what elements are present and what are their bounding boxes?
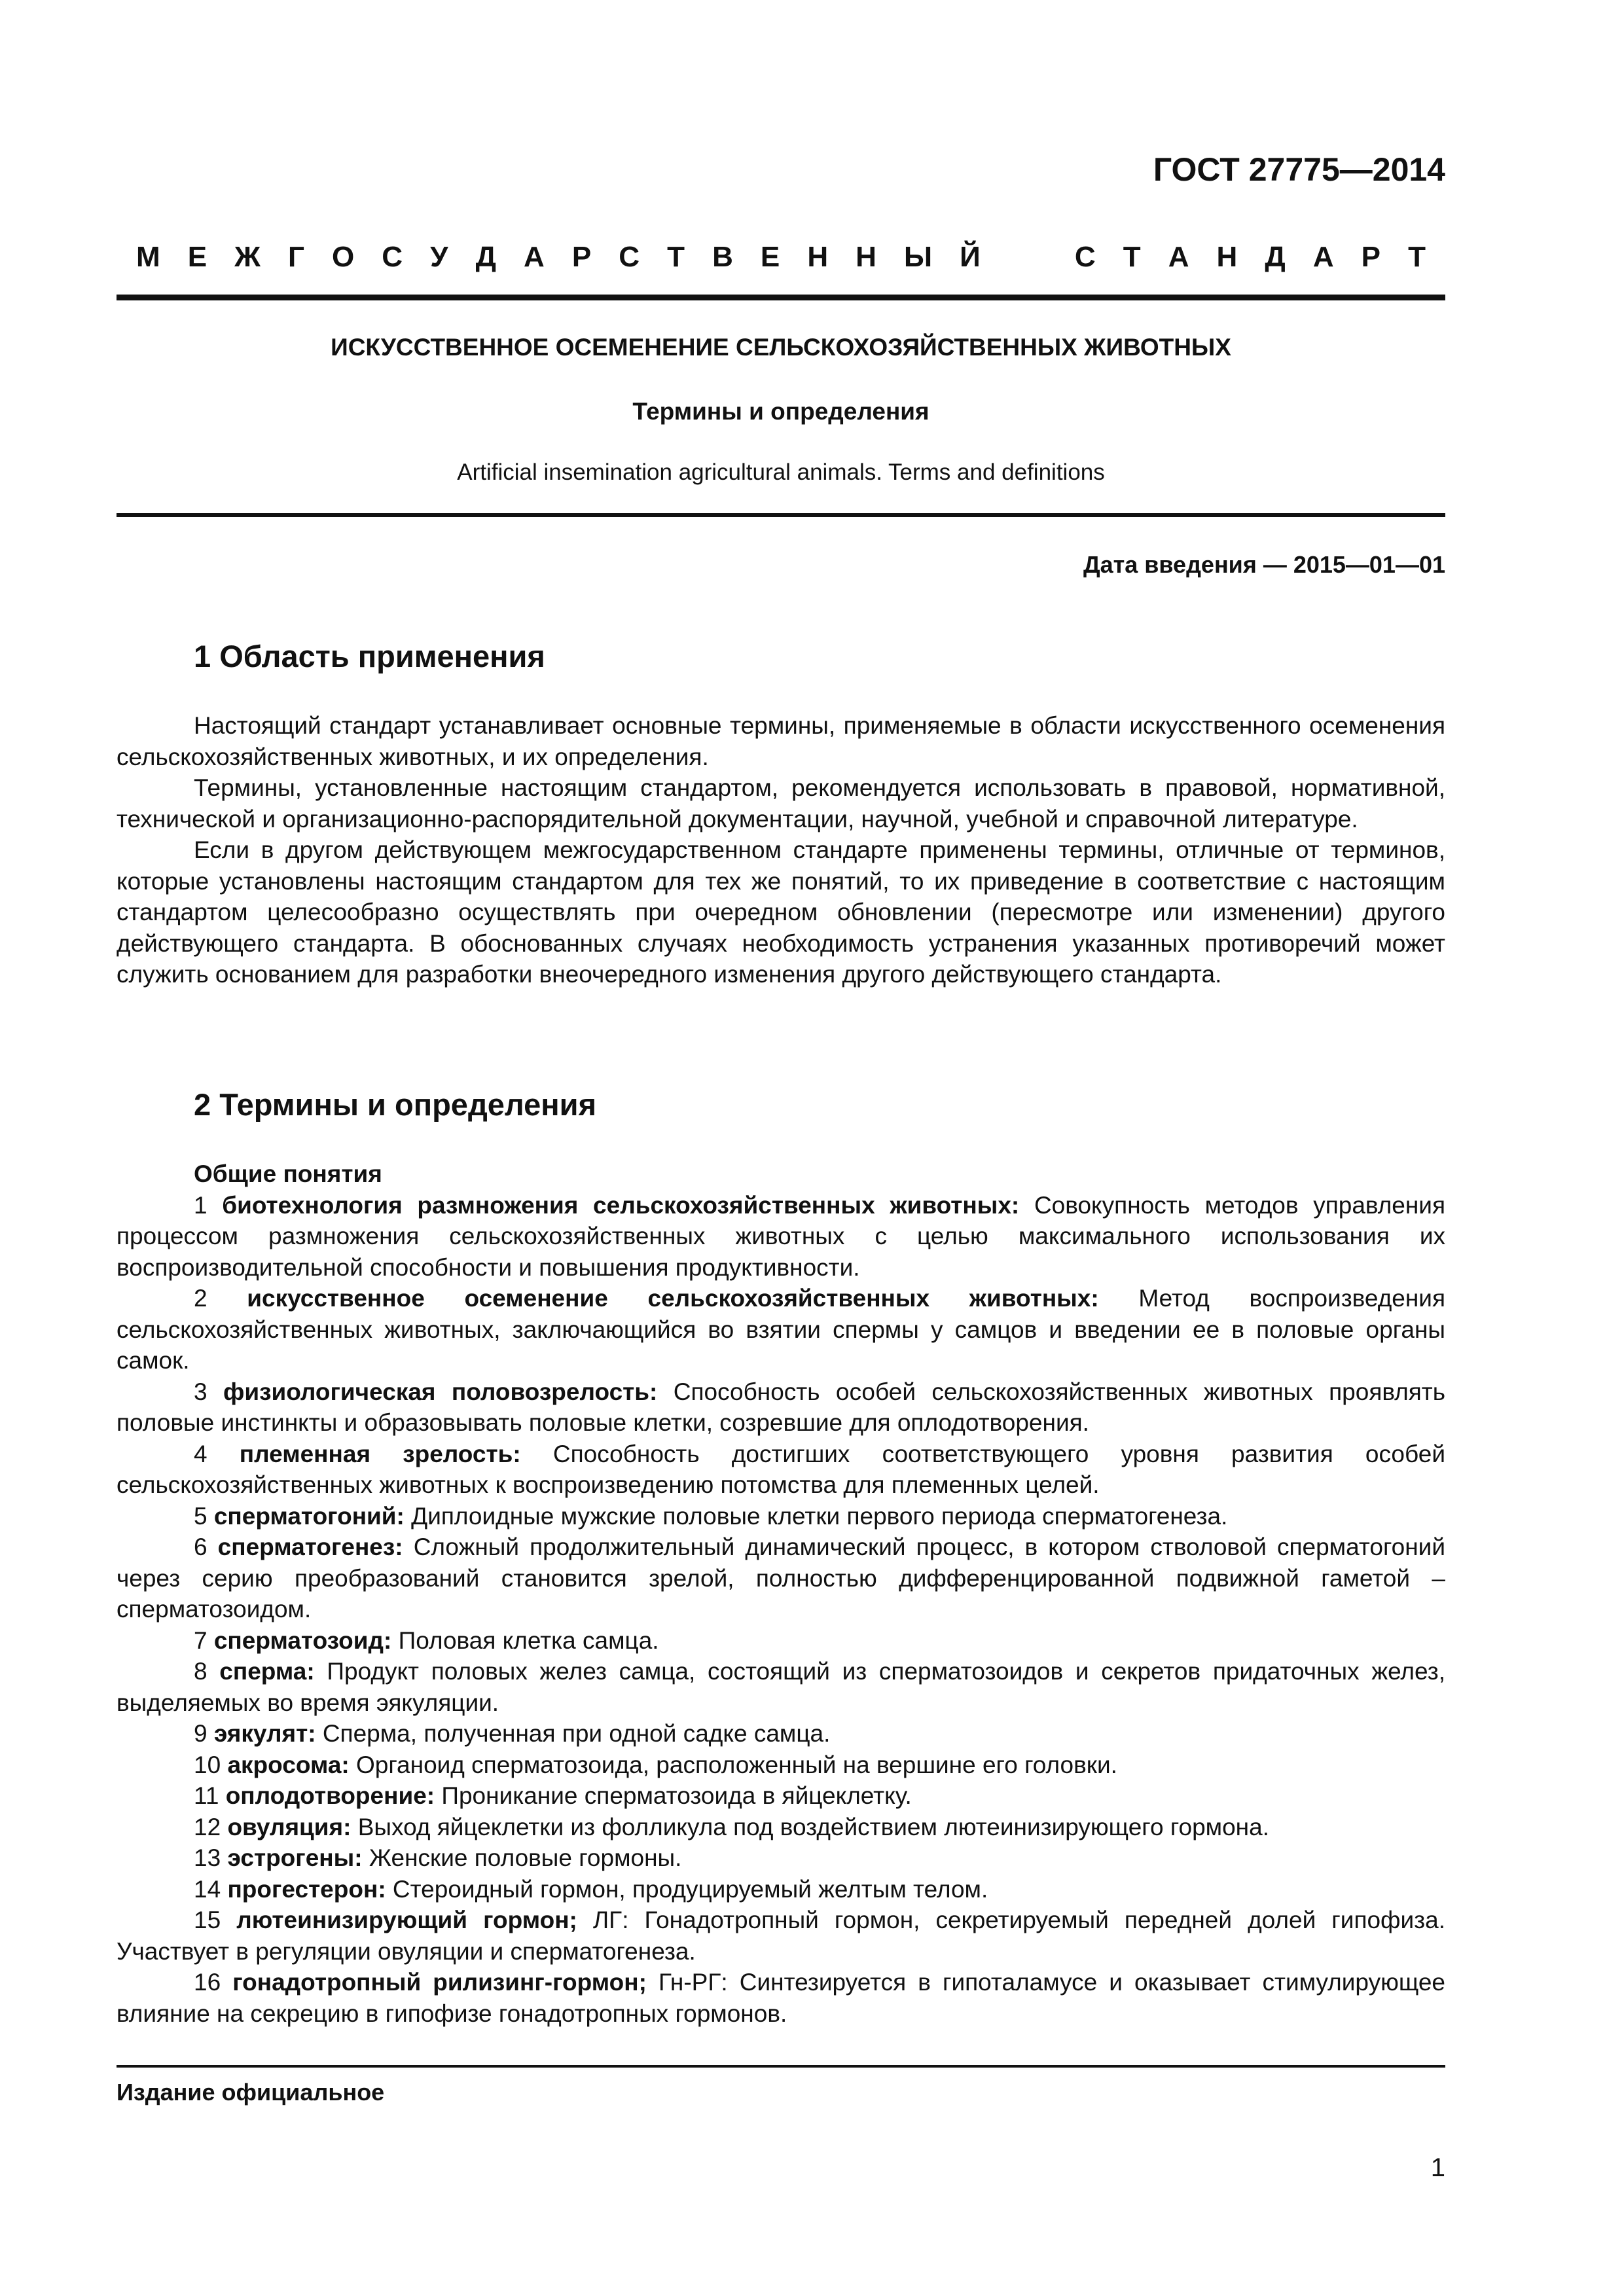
term-number: 11 <box>194 1782 219 1809</box>
banner-letter: С <box>1074 241 1096 273</box>
banner-letter: Д <box>1265 241 1286 273</box>
term-definition: Диплоидные мужские половые клетки первого периода сперматогенеза. <box>411 1502 1228 1530</box>
term-number: 12 <box>194 1813 221 1840</box>
footer-rule <box>117 2065 1445 2068</box>
term-number: 4 <box>194 1440 208 1467</box>
term-definition: ЛГ: Гонадотропный гормон, секретируемый передней долей гипофиза. Участвует в регуляции овуляции и сперматогенеза. <box>117 1907 1445 1965</box>
term-definition: Проникание сперматозоида в яйцеклетку. <box>441 1782 912 1809</box>
term-name: биотехнология размножения сельскохозяйственных животных: <box>222 1191 1020 1219</box>
standard-subtitle: Термины и определения <box>632 398 929 425</box>
section-2-heading: 2 Термины и определения <box>194 1087 596 1122</box>
header-rule-top <box>117 295 1445 300</box>
term-number: 2 <box>194 1285 208 1312</box>
term-definition: Гн-РГ: Синтезируется в гипоталамусе и оказывает стимулирующее влияние на секрецию в гипофизе гонадотропных гормонов. <box>117 1969 1446 2027</box>
banner-letter: Т <box>667 241 685 273</box>
banner-gap <box>1008 241 1047 274</box>
section-1-heading: 1 Область применения <box>194 639 545 673</box>
term-entry <box>117 1376 1445 1439</box>
term-number: 16 <box>194 1969 221 1996</box>
official-edition-label: Издание официальное <box>117 2079 385 2106</box>
term-definition: Стероидный гормон, продуцируемый желтым телом. <box>392 1875 988 1903</box>
paragraph: Если в другом действующем межгосударственном стандарте применены термины, отличные от терминов, которые установлены настоящим стандартом для тех же понятий, то их приведение в соответствие с настоящим стандартом целесообразно осуществлять при очередном обновлении (пересмотре или изменении) другого действующего стандарта. В обоснованных случаях необходимость устранения указанных противоречий может служить основанием для разработки внеочередного изменения другого действующего стандарта. <box>117 836 1445 988</box>
banner-letter: М <box>136 241 160 273</box>
terms-list <box>117 1190 1445 2030</box>
term-definition: Органоид сперматозоида, расположенный на вершине его головки. <box>356 1751 1117 1778</box>
header-rule-bottom <box>117 513 1445 517</box>
term-definition: Половая клетка самца. <box>398 1626 659 1654</box>
banner-letter: А <box>1312 241 1334 273</box>
term-definition: Совокупность методов управления процессом размножения сельскохозяйственных животных с целью максимального использования их воспроизводительной способности и повышения продуктивности. <box>117 1191 1446 1281</box>
term-number: 1 <box>194 1191 208 1219</box>
term-entry <box>117 1439 1445 1501</box>
term-name: сперматогенез: <box>217 1534 403 1560</box>
term-entry <box>117 1190 1445 1283</box>
term-name: племенная зрелость: <box>239 1440 521 1467</box>
term-name: акросома: <box>227 1751 350 1778</box>
term-definition: Сперма, полученная при одной садке самца. <box>322 1720 831 1747</box>
term-number: 3 <box>194 1378 208 1405</box>
banner-letter: Ы <box>904 241 933 273</box>
banner-letter: Е <box>760 241 780 273</box>
term-name: лютеинизирующий гормон; <box>236 1907 577 1933</box>
term-number: 13 <box>194 1844 221 1871</box>
term-number: 6 <box>194 1534 208 1560</box>
page-number: 1 <box>1430 2153 1445 2182</box>
term-entry <box>117 1718 1445 1749</box>
term-entry <box>117 1283 1445 1376</box>
banner-letter: С <box>619 241 640 273</box>
term-name: гонадотропный рилизинг-гормон; <box>232 1969 647 1996</box>
term-definition: Продукт половых желез самца, состоящий из сперматозоидов и секретов придаточных желез, выделяемых во время эякуляции. <box>117 1658 1446 1716</box>
banner-letter: Т <box>1408 241 1426 273</box>
term-name: сперматогоний: <box>213 1502 405 1530</box>
term-definition: Выход яйцеклетки из фолликула под воздействием лютеинизирующего гормона. <box>357 1813 1269 1840</box>
interstate-standard-banner <box>136 241 1426 274</box>
banner-letter: В <box>712 241 733 273</box>
banner-letter: А <box>1168 241 1189 273</box>
term-entry <box>117 1780 1445 1812</box>
banner-letter: Й <box>960 241 981 273</box>
term-number: 8 <box>194 1658 208 1685</box>
banner-letter: Т <box>1123 241 1141 273</box>
paragraph: Настоящий стандарт устанавливает основные термины, применяемые в области искусственного осеменения сельскохозяйственных животных, и их определения. <box>117 712 1445 770</box>
term-definition: Метод воспроизведения сельскохозяйственных животных, заключающийся во взятии спермы у самцов и введении ее в половые органы самок. <box>117 1285 1445 1374</box>
term-entry <box>117 1905 1445 1967</box>
section-2-body <box>117 1158 1445 2029</box>
banner-letter: А <box>524 241 545 273</box>
banner-letter: Н <box>807 241 829 273</box>
gost-number: ГОСТ 27775—2014 <box>1153 151 1445 188</box>
term-name: сперма: <box>219 1658 315 1685</box>
term-definition: Способность особей сельскохозяйственных животных проявлять половые инстинкты и образовывать половые клетки, созревшие для оплодотворения. <box>117 1378 1446 1436</box>
introduction-date: Дата введения — 2015—01—01 <box>1083 551 1445 578</box>
paragraph: Термины, установленные настоящим стандартом, рекомендуется использовать в правовой, нормативной, технической и организационно-распорядительной документации, научной, учебной и справочной литературе. <box>117 774 1445 833</box>
term-name: искусственное осеменение сельскохозяйственных животных: <box>247 1285 1099 1312</box>
document-page <box>117 0 1445 2296</box>
standard-title: ИСКУССТВЕННОЕ ОСЕМЕНЕНИЕ СЕЛЬСКОХОЗЯЙСТВЕННЫХ ЖИВОТНЫХ <box>331 334 1231 361</box>
term-definition: Женские половые гормоны. <box>369 1844 682 1871</box>
banner-letter: Р <box>1361 241 1381 273</box>
term-entry <box>117 1812 1445 1843</box>
term-entry <box>117 1532 1445 1625</box>
banner-letter: Н <box>1216 241 1238 273</box>
banner-letter: О <box>332 241 355 273</box>
banner-letter: Н <box>856 241 876 273</box>
general-concepts-heading: Общие понятия <box>194 1160 382 1187</box>
term-name: эякулят: <box>213 1720 316 1747</box>
term-name: эстрогены: <box>227 1844 363 1871</box>
term-name: оплодотворение: <box>225 1782 435 1809</box>
term-name: физиологическая половозрелость: <box>223 1378 658 1405</box>
term-definition: Сложный продолжительный динамический процесс, в котором стволовой сперматогоний через серию преобразований становится зрелой, полностью дифференцированной подвижной гаметой – сперматозоидом. <box>117 1534 1446 1623</box>
banner-letter: Ж <box>234 241 261 273</box>
banner-letter: С <box>382 241 403 273</box>
standard-title-en: Artificial insemination agricultural animals. Terms and definitions <box>457 459 1105 485</box>
term-number: 15 <box>194 1907 221 1933</box>
banner-letter: Р <box>571 241 592 273</box>
term-entry <box>117 1656 1445 1718</box>
term-number: 14 <box>194 1875 221 1903</box>
banner-letter: У <box>430 241 448 273</box>
term-entry <box>117 1874 1445 1905</box>
term-entry <box>117 1625 1445 1657</box>
term-name: овуляция: <box>227 1813 352 1840</box>
term-name: сперматозоид: <box>213 1626 392 1654</box>
banner-letter: Е <box>187 241 208 273</box>
banner-letter: Д <box>475 241 496 273</box>
term-entry <box>117 1501 1445 1532</box>
term-name: прогестерон: <box>227 1875 386 1903</box>
term-entry <box>117 1749 1445 1781</box>
section-1-body <box>117 710 1445 990</box>
term-number: 5 <box>194 1502 208 1530</box>
term-number: 9 <box>194 1720 208 1747</box>
term-definition: Способность достигших соответствующего уровня развития особей сельскохозяйственных животных к воспроизведению потомства для племенных целей. <box>117 1440 1446 1498</box>
term-number: 10 <box>194 1751 221 1778</box>
term-entry <box>117 1842 1445 1874</box>
term-number: 7 <box>194 1626 208 1654</box>
term-entry <box>117 1967 1445 2029</box>
banner-letter: Г <box>287 241 304 273</box>
